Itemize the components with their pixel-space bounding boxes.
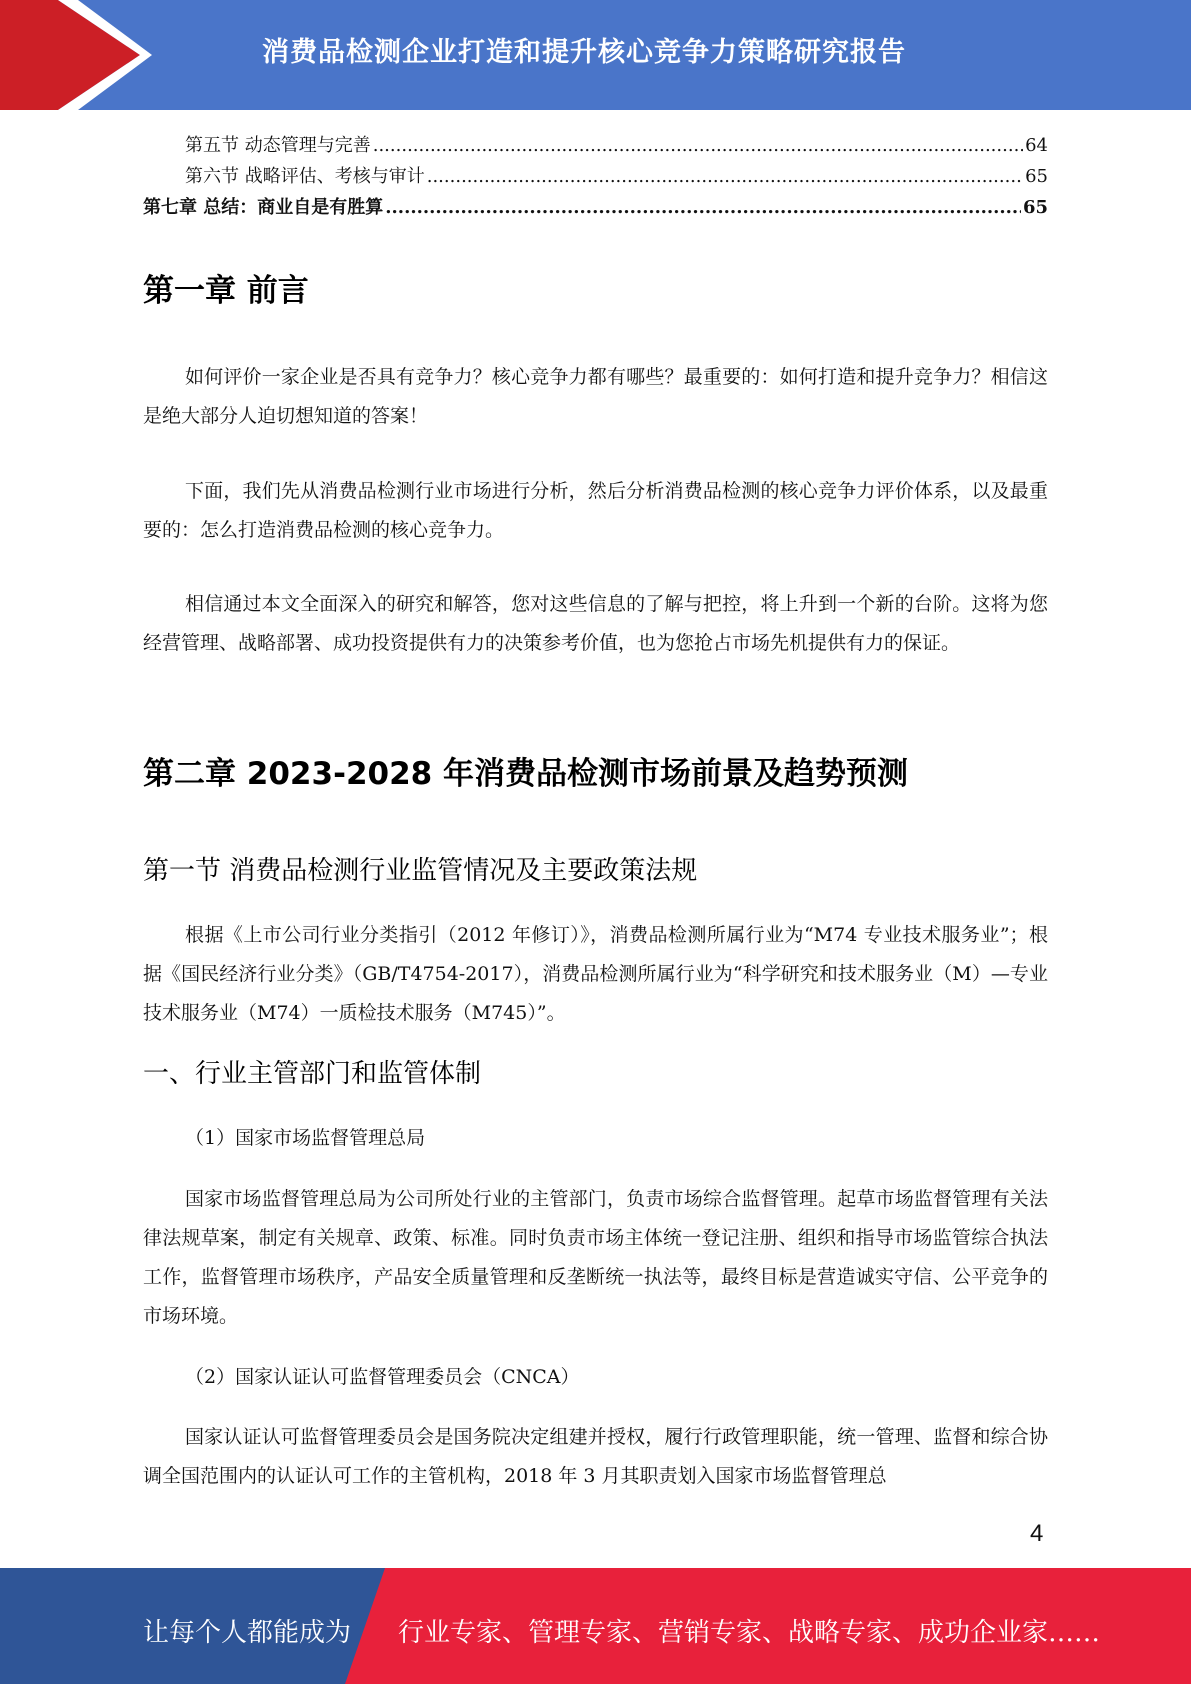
chapter-1-paragraph: 如何评价一家企业是否具有竞争力？核心竞争力都有哪些？最重要的：如何打造和提升竞争力？相信这是绝大部分人迫切想知道的答案！: [143, 366, 1048, 427]
page-footer: [0, 1568, 1191, 1684]
toc-entry[interactable]: [143, 131, 1048, 157]
chapter-1-heading: 第一章 前言: [143, 273, 309, 309]
toc-leader-dots: [385, 197, 1021, 218]
chapter-1-paragraph: 相信通过本文全面深入的研究和解答，您对这些信息的了解与把控，将上升到一个新的台阶。这将为您经营管理、战略部署、成功投资提供有力的决策参考价值，也为您抢占市场先机提供有力的保证。: [143, 593, 1048, 654]
header-title: 消费品检测企业打造和提升核心竞争力策略研究报告: [262, 37, 906, 68]
list-item-text: 国家市场监督管理总局为公司所处行业的主管部门，负责市场综合监督管理。起草市场监督管理有关法律法规草案，制定有关规章、政策、标准。同时负责市场主体统一登记注册、组织和指导市场监管综合执法工作，监督管理市场秩序，产品安全质量管理和反垄断统一执法等，最终目标是营造诚实守信、公平竞争的市场环境。: [143, 1188, 1048, 1327]
toc-entry-label: 第七章 总结：商业自是有胜算: [143, 197, 384, 218]
chapter-1-paragraph: 下面，我们先从消费品检测行业市场进行分析，然后分析消费品检测的核心竞争力评价体系，以及最重要的：怎么打造消费品检测的核心竞争力。: [143, 480, 1048, 541]
chapter-2-heading: 第二章 2023-2028 年消费品检测市场前景及趋势预测: [143, 756, 909, 792]
toc-entry-label: 第五节 动态管理与完善: [185, 135, 371, 156]
list-item-title: （1）国家市场监督管理总局: [185, 1127, 426, 1149]
toc-entry-page: 65: [1022, 197, 1048, 218]
toc-entry-page: 64: [1025, 135, 1048, 156]
toc-leader-dots: [427, 166, 1023, 187]
toc-leader-dots: [373, 135, 1023, 156]
toc-entry[interactable]: [143, 162, 1048, 188]
page-number: 4: [1030, 1520, 1044, 1547]
toc-entry-page: 65: [1025, 166, 1048, 187]
toc-entry-label: 第六节 战略评估、考核与审计: [185, 166, 425, 187]
footer-slogan-right: 行业专家、管理专家、营销专家、战略专家、成功企业家……: [398, 1618, 1101, 1648]
section-heading: 第一节 消费品检测行业监管情况及主要政策法规: [143, 856, 698, 886]
toc-entry[interactable]: [143, 193, 1048, 219]
subsection-heading: 一、行业主管部门和监管体制: [143, 1059, 482, 1089]
page-header: [0, 0, 1191, 110]
list-item-title: （2）国家认证认可监督管理委员会（CNCA）: [185, 1366, 580, 1388]
section-paragraph: 根据《上市公司行业分类指引（2012 年修订）》，消费品检测所属行业为“M74 专业技术服务业”；根据《国民经济行业分类》（GB/T4754-2017），消费品检测所属行业为“科学研究和技术服务业（M）—专业技术服务业（M74）一质检技术服务（M745）”。: [143, 924, 1048, 1024]
list-item-text: 国家认证认可监督管理委员会是国务院决定组建并授权，履行行政管理职能，统一管理、监督和综合协调全国范围内的认证认可工作的主管机构，2018 年 3 月其职责划入国家市场监督管理总: [143, 1426, 1048, 1487]
footer-slogan-left: 让每个人都能成为: [143, 1618, 352, 1648]
